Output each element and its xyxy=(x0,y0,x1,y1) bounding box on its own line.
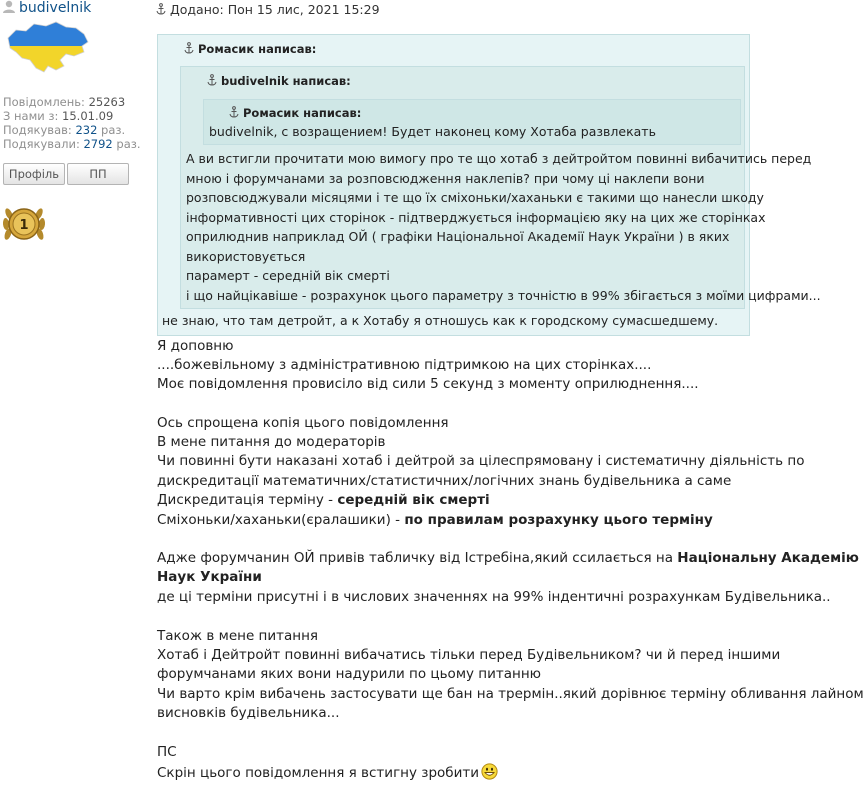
post-body-line xyxy=(157,568,262,587)
quote-innermost-author: Ромасик написав: xyxy=(229,106,361,120)
post-body-line: Хотаб і Дейтройт повинні вибачатись тільки перед Будівельником? чи й перед іншими xyxy=(157,647,781,663)
quote-line: інформативності цих сторінок - підтверджується інформацією яку на цих же сторінках xyxy=(186,209,766,225)
post-body-line: Також в мене питання xyxy=(157,628,319,644)
post-body-line: де ці терміни присутні і в числових значеннях на 99% індентичні розрахункам Будівельника.. xyxy=(157,589,831,605)
bold-term: середній вік смерті xyxy=(337,492,490,508)
bold-term: Національну Академію xyxy=(677,550,859,566)
post-body-line: Дискредитація терміну - середній вік смерті xyxy=(157,492,490,508)
post-body-line: Чи варто крім вибачень застосувати ще бан на трермін..який дорівнює терміну обливання лайном xyxy=(157,686,864,702)
stat-was-thanked: Подякували: 2792 раз. xyxy=(3,137,141,151)
post-body-line: Чи повинні бути наказані хотаб і дейтрой за цілеспрямовану і систематичну діяльність по xyxy=(157,453,805,469)
quote-outer-author: Ромасик написав: xyxy=(184,42,316,56)
quote-inner-text xyxy=(186,149,821,305)
rank-number: 1 xyxy=(19,218,29,233)
was-thanked-link[interactable]: 2792 xyxy=(83,137,113,151)
post-date: Додано: Пон 15 лис, 2021 15:29 xyxy=(156,2,380,17)
post-body-line: дискредитації математичних/статистичних/логічних знань будівельника а саме xyxy=(157,473,732,489)
post-body-line: Ось спрощена копія цього повідомлення xyxy=(157,415,449,431)
post-body-line: ....божевільному з адміністративною підтримкою на цих сторінках.... xyxy=(157,357,652,373)
user-icon xyxy=(2,0,16,13)
quote-line: парамерт - середній вік смерті xyxy=(186,268,390,283)
post-body-line: форумчанами яких вони надурили по цьому питанню xyxy=(157,666,542,682)
stat-thanked: Подякував: 232 раз. xyxy=(3,123,126,137)
anchor-icon[interactable] xyxy=(156,3,166,15)
quote-outer-text: не знаю, что там детройт, а к Хотабу я отношусь как к городскому сумасшедшему. xyxy=(162,313,719,328)
user-stats xyxy=(3,95,141,151)
post-body-line: Адже форумчанин ОЙ привів табличку від Істребіна,який ссилається на Національну Академію xyxy=(157,550,859,566)
post-body-line: Скрін цього повідомлення я встигну зробити xyxy=(157,763,498,783)
private-message-button[interactable]: ПП xyxy=(67,163,129,185)
avatar-ukraine-map[interactable] xyxy=(4,16,90,78)
quote-line: А ви встигли прочитати мою вимогу про те що хотаб з дейтройтом повинні вибачитись перед xyxy=(186,151,812,166)
post-body-line: ПС xyxy=(157,744,177,760)
username-link[interactable]: budivelnik xyxy=(19,0,92,16)
profile-button[interactable]: Профіль xyxy=(3,163,65,185)
quote-line: оприлюднив наприклад ОЙ ( графіки Національної Академії Наук України ) в яких xyxy=(186,229,730,244)
stat-posts: Повідомлень: 25263 xyxy=(3,95,126,109)
anchor-icon[interactable] xyxy=(229,106,239,118)
smiley-grin-icon xyxy=(481,763,498,780)
bold-term: Наук України xyxy=(157,569,262,585)
quote-line: розповсюджували місяцями і те що їх сміхоньки/хаханьки є такими що нанесли шкоду xyxy=(186,190,764,205)
rank-medal-icon xyxy=(2,200,46,246)
anchor-icon[interactable] xyxy=(207,74,217,86)
post-body-line: В мене питання до модераторів xyxy=(157,434,386,450)
stat-joined: З нами з: 15.01.09 xyxy=(3,109,114,123)
quote-inner-author: budivelnik написав: xyxy=(207,74,351,88)
quote-line: використовується xyxy=(186,248,306,264)
quote-line: мною і форумчанами за розповсюдження наклепів? при чому ці наклепи вони xyxy=(186,170,705,186)
post-body-line: Я доповню xyxy=(157,338,234,354)
thanked-link[interactable]: 232 xyxy=(75,123,98,137)
anchor-icon[interactable] xyxy=(184,42,194,54)
quote-innermost-text: budivelnik, с возращением! Будет наконец кому Хотаба развлекать xyxy=(209,124,656,139)
quote-line: і що найцікавіше - розрахунок цього параметру з точністю в 99% збігається з моїми цифрами... xyxy=(186,287,821,303)
post-body-line: Моє повідомлення провисіло від сили 5 секунд з моменту оприлюднення.... xyxy=(157,376,699,392)
post-body-line: висновків будівельника... xyxy=(157,705,340,721)
bold-term: по правилам розрахунку цього терміну xyxy=(404,512,713,528)
username-line xyxy=(2,0,91,16)
post-body-line: Сміхоньки/хаханьки(єралашики) - по правилам розрахунку цього терміну xyxy=(157,512,713,528)
